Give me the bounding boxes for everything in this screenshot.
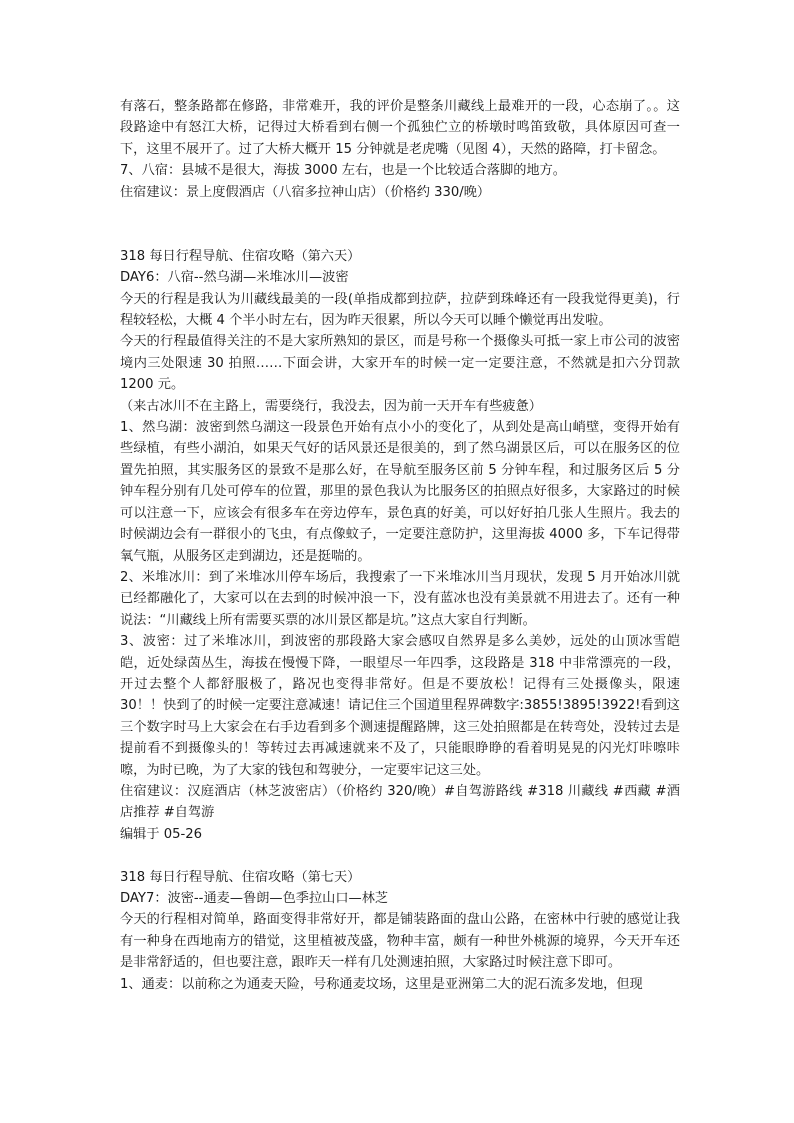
route-line: DAY7：波密--通麦—鲁朗—色季拉山口—林芝 bbox=[120, 891, 389, 906]
note-line: （来古冰川不在主路上，需要绕行，我没去，因为前一天开车有些疲惫） bbox=[120, 398, 542, 414]
document-body bbox=[120, 96, 680, 995]
list-item: 1、然乌湖：波密到然乌湖这一段景色开始有点小小的变化了，从到处是高山峭壁，变得开始有些绿植，有些小湖泊，如果天气好的话风景还是很美的，到了然乌湖景区后，可以在服务区的位置先拍照，其实服务区的景致不是那么好，在导航至服务区前 5 分钟车程，和过服务区后 5 分钟车程分别有几处可停车的位置，那里的景色我认为比服务区的拍照点好很多，大家路过的时候可以注意一下，应该会有很多车在旁边停车，景色真的好美，可以好好拍几张人生照片。我去的时候湖边会有一群很小的飞虫，有点像蚊子，一定要注意防护，这里海拔 4000 多，下车记得带氧气瓶，从服务区走到湖边，还是挺喘的。 bbox=[120, 420, 680, 564]
list-item: 2、米堆冰川：到了米堆冰川停车场后，我搜索了一下米堆冰川当月现状，发现 5 月开始冰川就已经都融化了，大家可以在去到的时候冲浪一下，没有蓝冰也没有美景就不用进去了。还有一种说法：“川藏线上所有需要买票的冰川景区都是坑。”这点大家自行判断。 bbox=[120, 569, 680, 628]
paragraph: 有落石，整条路都在修路，非常难开，我的评价是整条川藏线上最难开的一段，心态崩了。。这段路途中有怒江大桥，记得过大桥看到右侧一个孤独伫立的桥墩时鸣笛致敬，具体原因可查一下，这里不展开了。过了大桥大概开 15 分钟就是老虎嘴（见图 4），天然的路障，打卡留念。 bbox=[120, 99, 680, 157]
section-heading: 318 每日行程导航、住宿攻略（第六天） bbox=[120, 248, 361, 264]
edited-date: 编辑于 05-26 bbox=[120, 826, 203, 842]
paragraph: 住宿建议：景上度假酒店（八宿多拉神山店）（价格约 330/晚） bbox=[120, 184, 491, 200]
list-item: 3、波密：过了米堆冰川，到波密的那段路大家会感叹自然界是多么美妙，远处的山顶冰雪皑皑，近处绿茵丛生，海拔在慢慢下降，一眼望尽一年四季，这段路是 318 中非常漂亮的一段，开过去整个人都舒服极了，路况也变得非常好。但是不要放松！记得有三处摄像头，限速 30！！快到了的时候一定要注意减速！请记住三个国道里程界碑数字:3855!3895!3922!看到这三个数字时马上大家会在右手边看到多个测速提醒路牌，这三处拍照都是在转弯处，没转过去是提前看不到摄像头的！等转过去再减速就来不及了，只能眼睁睁的看着明晃晃的闪光灯咔嚓咔嚓，为时已晚，为了大家的钱包和驾驶分，一定要牢记这三处。 bbox=[120, 634, 680, 778]
paragraph: 今天的行程相对简单，路面变得非常好开，都是铺装路面的盘山公路，在密林中行驶的感觉让我有一种身在西地南方的错觉，这里植被茂盛，物种丰富，颇有一种世外桃源的境界，今天开车还是非常舒适的，但也要注意，跟昨天一样有几处测速拍照，大家路过时候注意下即可。 bbox=[120, 912, 680, 971]
list-item: 1、通麦：以前称之为通麦天险，号称通麦坟场，这里是亚洲第二大的泥石流多发地，但现 bbox=[120, 976, 643, 992]
section-heading: 318 每日行程导航、住宿攻略（第七天） bbox=[120, 869, 361, 885]
paragraph: 今天的行程是我认为川藏线最美的一段(单指成都到拉萨，拉萨到珠峰还有一段我觉得更美)，行程较轻松，大概 4 个半小时左右，因为昨天很累，所以今天可以睡个懒觉再出发啦。 bbox=[120, 291, 680, 329]
paragraph: 今天的行程最值得关注的不是大家所熟知的景区，而是号称一个摄像头可抵一家上市公司的波密境内三处限速 30 拍照……下面会讲，大家开车的时候一定一定要注意，不然就是扣六分罚款 1200 元。 bbox=[120, 334, 680, 393]
paragraph: 7、八宿：县城不是很大，海拔 3000 左右，也是一个比较适合落脚的地方。 bbox=[120, 163, 566, 179]
route-line: DAY6：八宿--然乌湖—米堆冰川—波密 bbox=[120, 270, 349, 286]
lodging-suggestion: 住宿建议：汉庭酒店（林芝波密店）（价格约 320/晚）#自驾游路线 #318 川藏线 #西藏 #酒店推荐 #自驾游 bbox=[120, 783, 680, 821]
spacer bbox=[120, 203, 680, 246]
spacer bbox=[120, 845, 680, 866]
